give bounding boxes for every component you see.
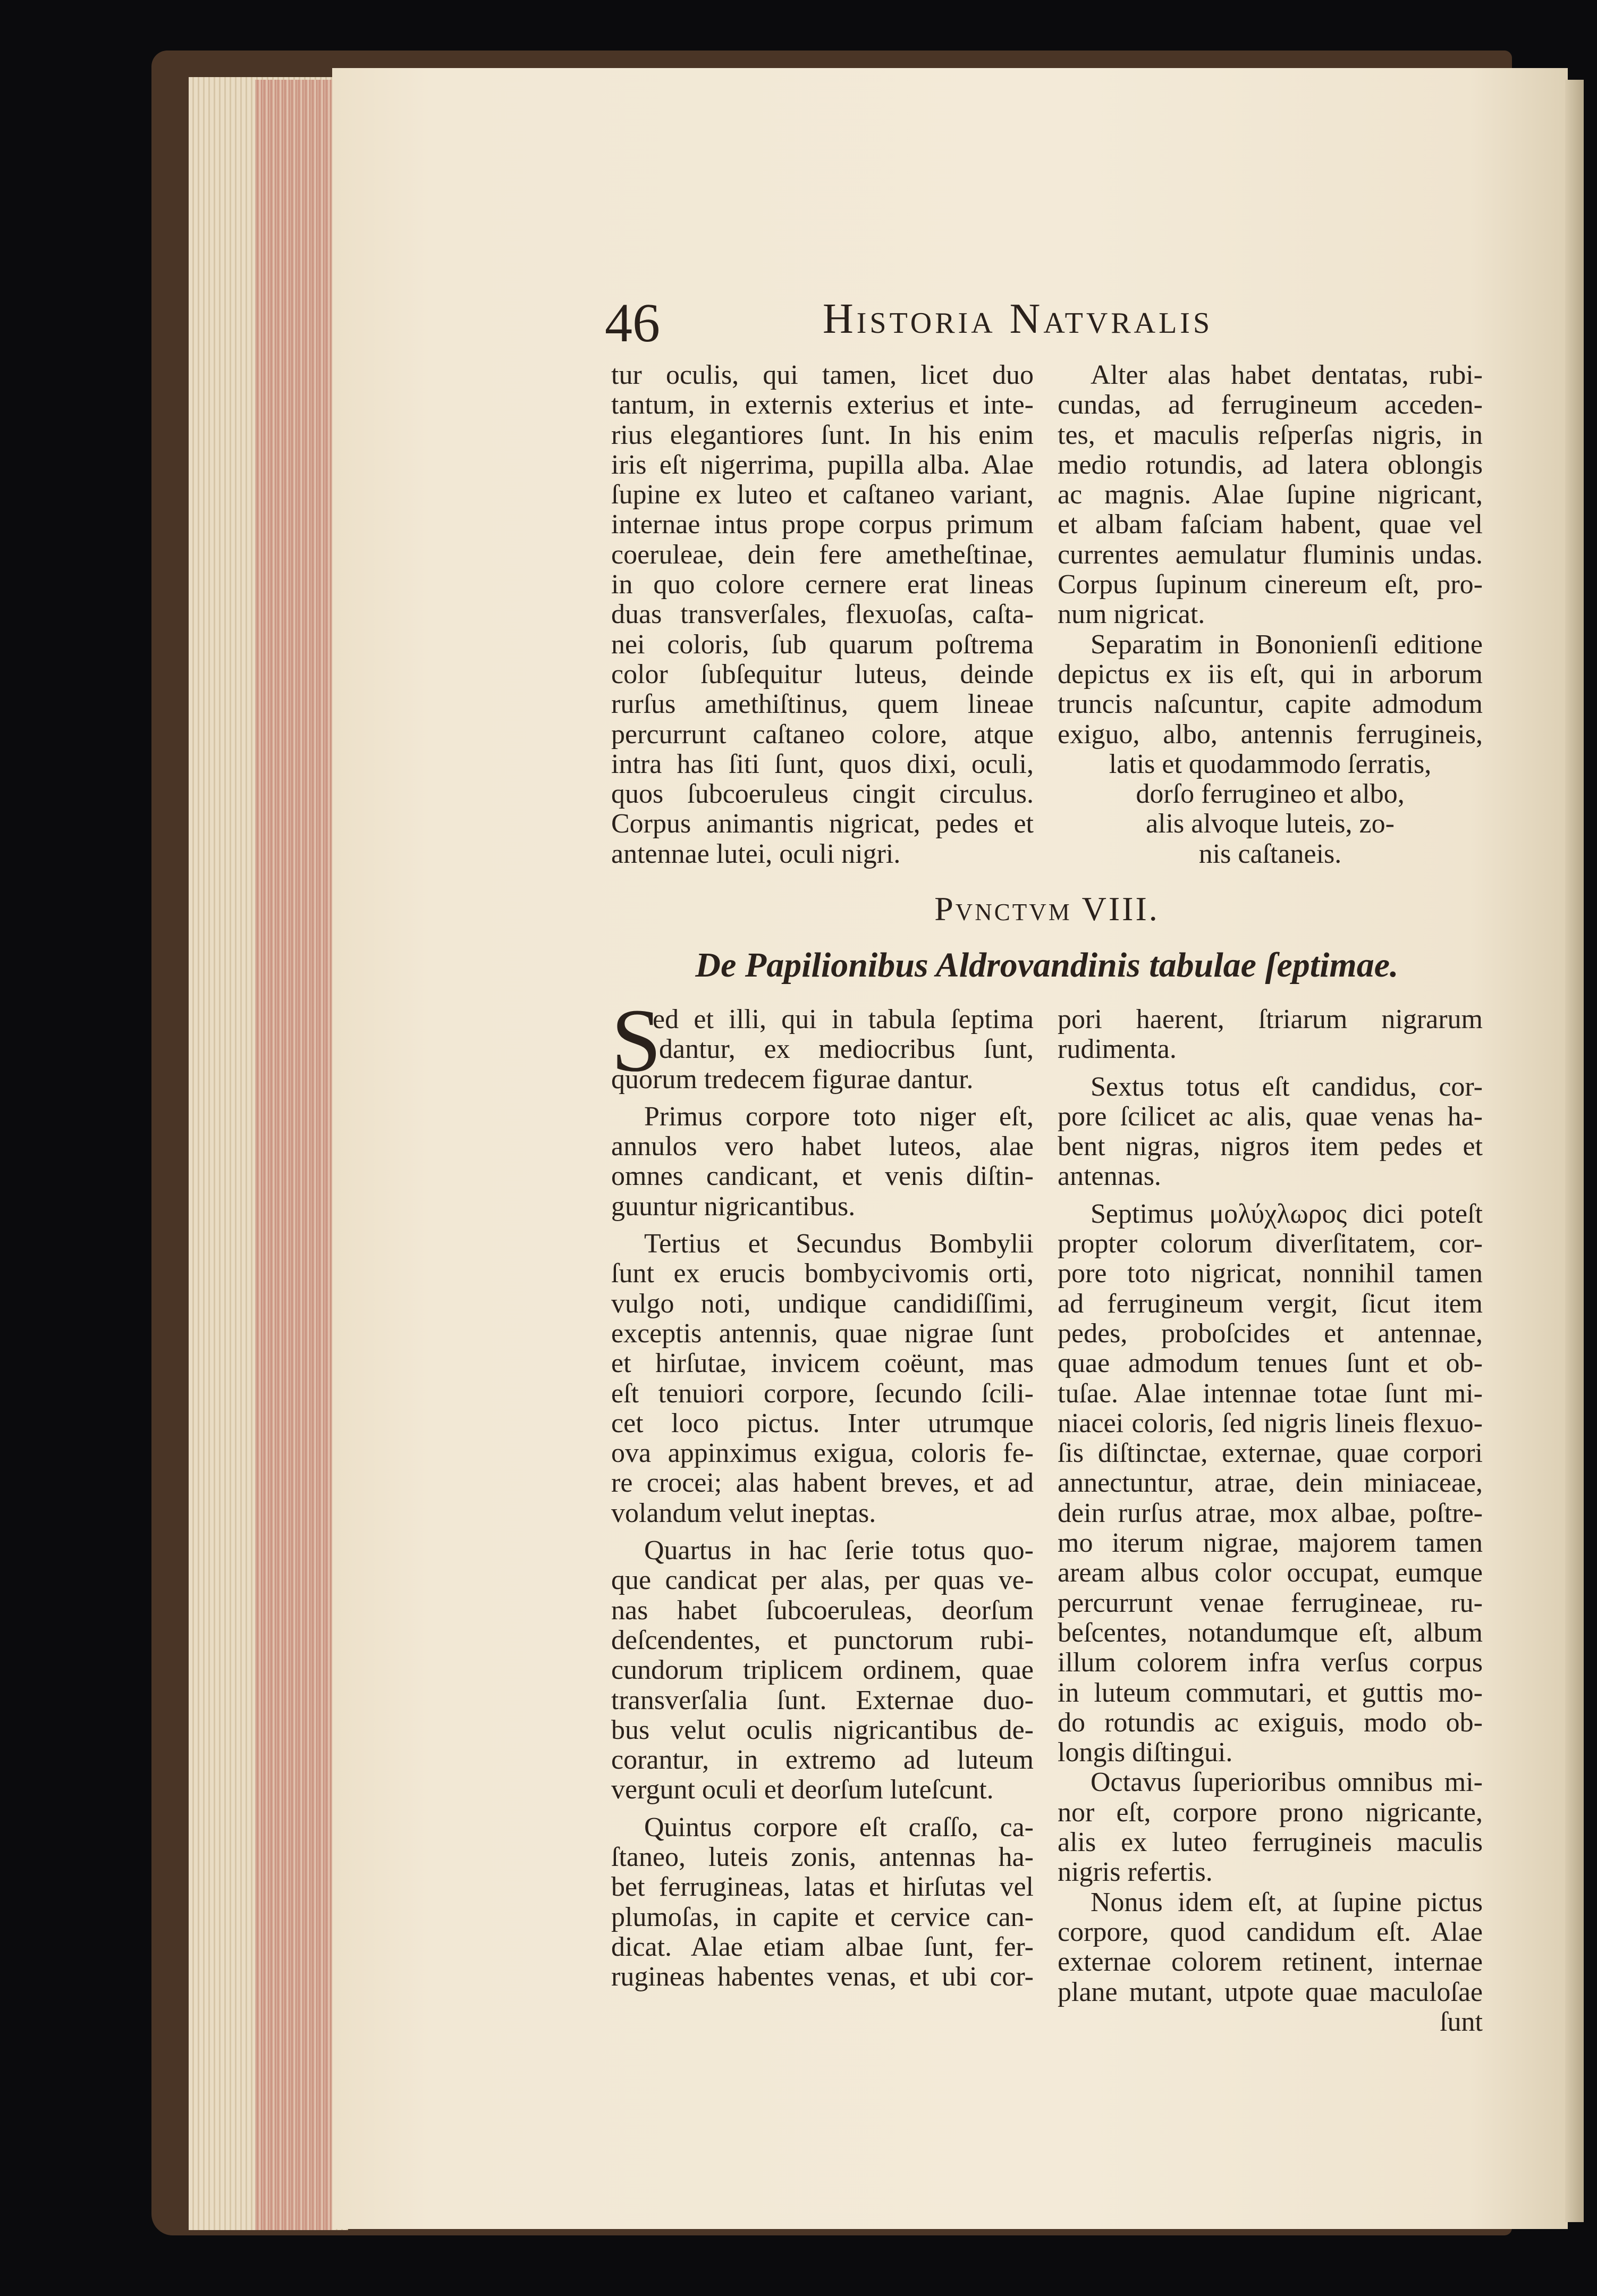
text-line: tes, et maculis reſperſas nigris, in [1058,419,1483,450]
text-line: ſupine ex luteo et caſtaneo variant, [611,480,1034,510]
text-line: annectuntur, atrae, dein miniaceae, [1058,1468,1483,1499]
text-line: coeruleae, dein fere ametheſtinae, [611,539,1034,570]
text-line: ſtaneo, luteis zonis, antennas ha- [611,1842,1034,1873]
text-line: guuntur nigricantibus. [611,1191,856,1222]
text-line: cundorum triplicem ordinem, quae [611,1655,1034,1686]
text-line: Quintus corpore eſt craſſo, ca- [644,1812,1034,1843]
text-line: Tertius et Secundus Bombylii [644,1229,1034,1259]
text-line: internae intus prope corpus primum [611,509,1034,540]
text-line: beſcentes, notandumque eſt, album [1058,1617,1483,1648]
text-line: alis alvoque luteis, zo- [1146,809,1395,839]
right-page-edge [1565,80,1584,2222]
right-column-bottom [1058,1005,1483,2037]
text-line: dein rurſus atrae, mox albae, poſtre- [1058,1498,1483,1528]
text-line: volandum velut ineptas. [611,1498,876,1528]
running-head: Historia Natvralis [823,296,1213,342]
text-line: dantur, ex mediocribus ſunt, [659,1034,1034,1065]
text-line: bet ferrugineas, latas et hirſutas vel [611,1872,1034,1903]
text-line: exiguo, albo, antennis ferrugineis, [1058,719,1483,750]
text-line: Quartus in hac ſerie totus quo- [644,1535,1034,1566]
text-line: pori haerent, ſtriarum nigrarum [1058,1004,1483,1035]
text-line: vergunt oculi et deorſum luteſcunt. [611,1774,994,1805]
text-line: rudimenta. [1058,1034,1177,1065]
text-line: ad ferrugineum vergit, ſicut item [1058,1288,1483,1319]
text-line: intra has ſiti ſunt, quos dixi, oculi, [611,748,1034,779]
text-line: nigris refertis. [1058,1857,1213,1888]
text-line: rugineas habentes venas, et ubi cor- [611,1962,1034,1992]
text-line: Corpus animantis nigricat, pedes et [611,809,1034,839]
text-line: niacei coloris, ſed nigris lineis flexuo- [1058,1408,1483,1439]
text-line: quae admodum tenues ſunt et ob- [1058,1348,1483,1379]
text-line: quos ſubcoeruleus cingit circulus. [611,779,1034,810]
text-line: percurrunt venae ferrugineae, ru- [1058,1587,1483,1618]
text-line: cundas, ad ferrugineum acceden- [1058,390,1483,420]
text-line: ova appinximus exigua, coloris fe- [611,1438,1034,1469]
text-line: rius elegantiores ſunt. In his enim [611,419,1034,450]
text-line: vulgo noti, undique candidiſſimi, [611,1288,1034,1319]
text-line: Octavus ſuperioribus omnibus mi- [1091,1767,1483,1798]
text-line: aream albus color occupat, eumque [1058,1558,1483,1588]
text-line: bent nigras, nigros item pedes et [1058,1131,1483,1162]
text-line: pore toto nigricat, nonnihil tamen [1058,1258,1483,1289]
text-line: et hirſutae, invicem coëunt, mas [611,1348,1034,1379]
text-line: transverſalia ſunt. Externae duo- [611,1685,1034,1715]
text-line: nei coloris, ſub quarum poſtrema [611,629,1034,660]
text-line: Primus corpore toto niger eſt, [644,1101,1034,1132]
text-line: antennas. [1058,1161,1161,1192]
text-line: antennae lutei, oculi nigri. [611,838,901,869]
text-line: nis caſtaneis. [1198,838,1342,869]
text-line: dicat. Alae etiam albae ſunt, fer- [611,1931,1034,1962]
text-line: omnes candicant, et venis diſtin- [611,1161,1034,1192]
left-column-bottom [611,1005,1034,1992]
text-line: corantur, in extremo ad luteum [611,1745,1034,1776]
text-line: pore ſcilicet ac alis, quae venas ha- [1058,1101,1483,1132]
text-line: externae colorem retinent, internae [1058,1947,1483,1978]
text-line: in luteum commutari, et guttis mo- [1058,1677,1483,1708]
text-line: num nigricat. [1058,599,1205,630]
left-column-top [611,360,1034,869]
drop-cap: S [611,990,662,1090]
text-line: ſunt ex erucis bombycivomis orti, [611,1258,1034,1289]
red-sprinkled-edge [255,80,332,2230]
text-line: color ſubſequitur luteus, deinde [611,659,1034,689]
text-line: depictus ex iis eſt, qui in arborum [1058,659,1483,689]
text-line: Nonus idem eſt, at ſupine pictus [1091,1887,1483,1917]
text-line: illum colorem infra verſus corpus [1058,1647,1483,1678]
text-line: alis ex luteo ferrugineis maculis [1058,1827,1483,1858]
text-line: quorum tredecem figurae dantur. [611,1064,974,1095]
text-line: in quo colore cernere erat lineas [611,569,1034,600]
text-line: cet loco pictus. Inter utrumque [611,1408,1034,1439]
text-line: ac magnis. Alae ſupine nigricant, [1058,480,1483,510]
text-line: rurſus amethiſtinus, quem lineae [611,689,1034,720]
text-line: Septimus μολύχλωρος dici poteſt [1091,1198,1483,1229]
text-line: que candicat per alas, per quas ve- [611,1565,1034,1596]
text-line: ed et illi, qui in tabula ſeptima [653,1004,1034,1035]
right-column-top [1058,360,1483,869]
text-line: truncis naſcuntur, capite admodum [1058,689,1483,720]
text-line: Sextus totus eſt candidus, cor- [1091,1071,1483,1102]
text-line: Alter alas habet dentatas, rubi- [1091,360,1483,390]
text-line: latis et quodammodo ſerratis, [1109,748,1432,779]
text-line: nor eſt, corpore prono nigricante, [1058,1797,1483,1828]
text-line: exceptis antennis, quae nigrae ſunt [611,1318,1034,1349]
text-line: dorſo ferrugineo et albo, [1136,779,1405,810]
section-heading: Pvnctvm VIII. [934,890,1160,928]
text-line: et albam faſciam habent, quae vel [1058,509,1483,540]
text-line: Separatim in Bononienſi editione [1091,629,1483,660]
text-line: pedes, proboſcides et antennae, [1058,1318,1483,1349]
text-line: propter colorum diverſitatem, cor- [1058,1229,1483,1259]
text-line: medio rotundis, ad latera oblongis [1058,449,1483,480]
section-subtitle: De Papilionibus Aldrovandinis tabulae ſeptimae. [695,946,1399,985]
text-line: deſcendentes, et punctorum rubi- [611,1625,1034,1655]
text-line: tur oculis, qui tamen, licet duo [611,360,1034,390]
text-line: corpore, quod candidum eſt. Alae [1058,1916,1483,1947]
text-line: do rotundis ac exiguis, modo ob- [1058,1707,1483,1738]
text-line: mo iterum nigrae, majorem tamen [1058,1528,1483,1559]
text-line: annulos vero habet luteos, alae [611,1131,1034,1162]
page-number: 46 [605,292,660,354]
text-line: duas transverſales, flexuoſas, caſta- [611,599,1034,630]
text-line: plumoſas, in capite et cervice can- [611,1902,1034,1932]
text-line: iris eſt nigerrima, pupilla alba. Alae [611,449,1034,480]
text-line: percurrunt caſtaneo colore, atque [611,719,1034,750]
text-line: Corpus ſupinum cinereum eſt, pro- [1058,569,1483,600]
text-line: nas habet ſubcoeruleas, deorſum [611,1595,1034,1626]
text-line: tantum, in externis exterius et inte- [611,390,1034,420]
text-line: plane mutant, utpote quae maculoſae [1058,1977,1483,2007]
text-line: eſt tenuiori corpore, ſecundo ſcili- [611,1378,1034,1409]
text-line: tuſae. Alae intennae totae ſunt mi- [1058,1378,1483,1409]
catchword: ſunt [1440,2006,1483,2037]
text-line: bus velut oculis nigricantibus de- [611,1714,1034,1745]
text-line: ſis diſtinctae, externae, quae corpori [1058,1438,1483,1469]
text-line: re crocei; alas habent breves, et ad [611,1468,1034,1499]
text-line: currentes aemulatur fluminis undas. [1058,539,1483,570]
text-line: longis diſtingui. [1058,1737,1233,1768]
